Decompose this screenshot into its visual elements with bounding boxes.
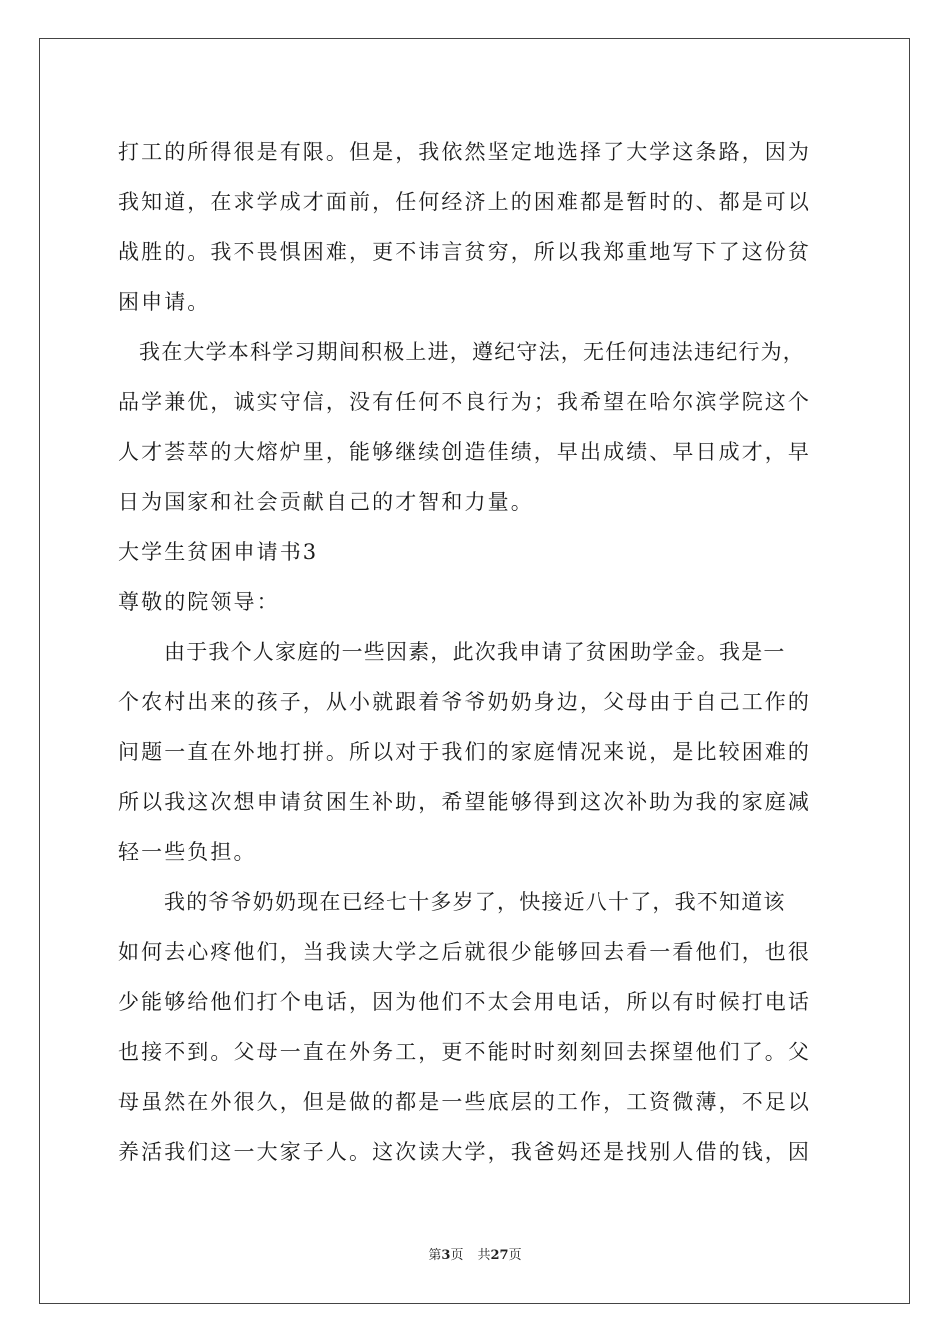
page-footer	[0, 1247, 950, 1265]
text-line: 母虽然在外很久，但是做的都是一些底层的工作，工资微薄，不足以	[118, 1090, 811, 1114]
text-line: 品学兼优，诚实守信，没有任何不良行为；我希望在哈尔滨学院这个	[118, 390, 811, 414]
salutation: 尊敬的院领导：	[118, 590, 280, 614]
text-line: 轻一些负担。	[118, 840, 257, 864]
text-line: 日为国家和社会贡献自己的才智和力量。	[118, 490, 534, 514]
text-line: 养活我们这一大家子人。这次读大学，我爸妈还是找别人借的钱，因	[118, 1140, 811, 1164]
text-line: 所以我这次想申请贫困生补助，希望能够得到这次补助为我的家庭减	[118, 790, 811, 814]
text-line: 我在大学本科学习期间积极上进，遵纪守法，无任何违法违纪行为，	[139, 340, 805, 364]
text-line: 问题一直在外地打拼。所以对于我们的家庭情况来说，是比较困难的	[118, 740, 811, 764]
current-page-number: 3	[441, 1248, 451, 1263]
text-line: 少能够给他们打个电话，因为他们不太会用电话，所以有时候打电话	[118, 990, 811, 1014]
text-line: 如何去心疼他们，当我读大学之后就很少能够回去看一看他们，也很	[118, 940, 811, 964]
text-line: 人才荟萃的大熔炉里，能够继续创造佳绩，早出成绩、早日成才，早	[118, 440, 811, 464]
text-line: 个农村出来的孩子，从小就跟着爷爷奶奶身边，父母由于自己工作的	[118, 690, 811, 714]
total-prefix: 共	[477, 1248, 491, 1263]
total-unit: 页	[508, 1248, 522, 1263]
document-body	[118, 127, 836, 1177]
total-pages-number: 27	[490, 1248, 509, 1263]
text-line: 打工的所得很是有限。但是，我依然坚定地选择了大学这条路，因为	[118, 140, 811, 164]
text-line: 困申请。	[118, 290, 211, 314]
text-line: 我的爷爷奶奶现在已经七十多岁了，快接近八十了，我不知道该	[164, 890, 786, 914]
page-prefix: 第	[428, 1248, 442, 1263]
page-unit: 页	[450, 1248, 464, 1263]
text-line: 战胜的。我不畏惧困难，更不讳言贫穷，所以我郑重地写下了这份贫	[118, 240, 811, 264]
text-line: 也接不到。父母一直在外务工，更不能时时刻刻回去探望他们了。父	[118, 1040, 811, 1064]
section-heading: 大学生贫困申请书3	[118, 540, 319, 564]
text-line: 由于我个人家庭的一些因素，此次我申请了贫困助学金。我是一	[164, 640, 786, 664]
text-line: 我知道，在求学成才面前，任何经济上的困难都是暂时的、都是可以	[118, 190, 811, 214]
